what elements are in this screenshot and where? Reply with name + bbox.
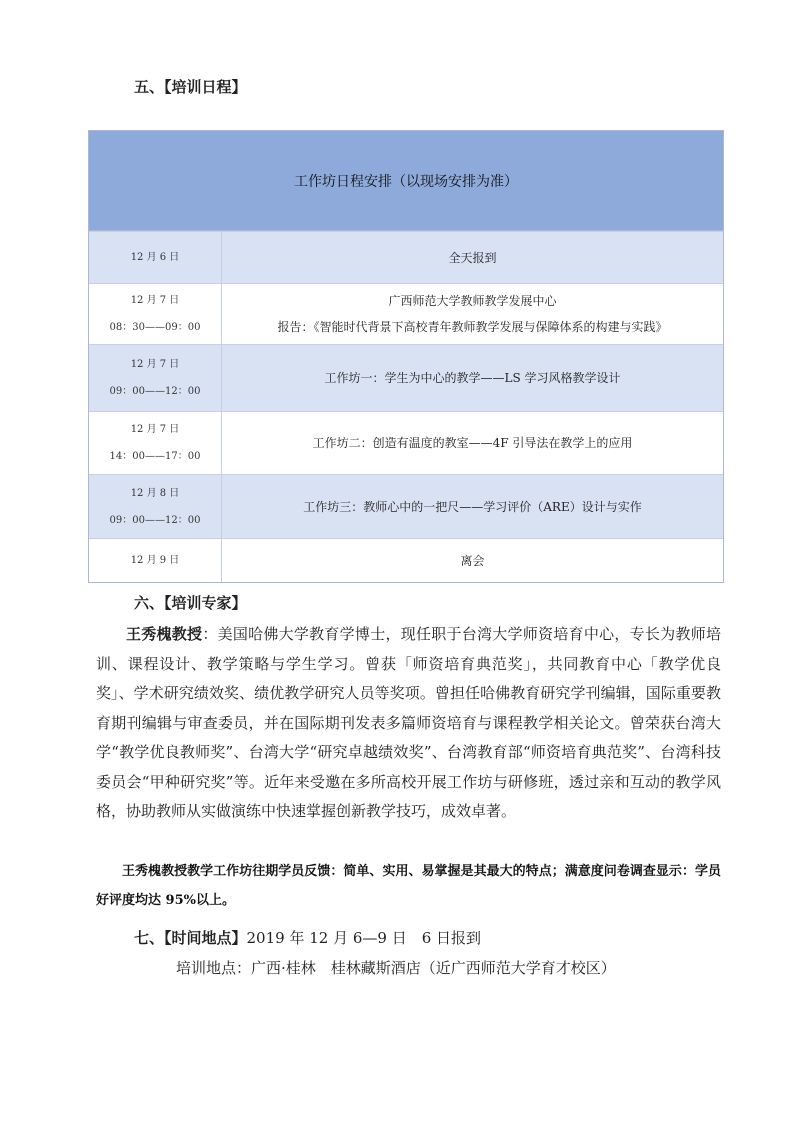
date-cell	[89, 284, 222, 344]
event-cell	[222, 284, 723, 344]
event-text: 工作坊一：学生为中心的教学——LS 学习风格教学设计	[324, 371, 621, 385]
date-text: 12 月 7 日	[130, 359, 180, 370]
training-venue: 培训地点：广西·桂林 桂林藏斯酒店（近广西师范大学育才校区）	[176, 959, 616, 977]
event-text: 工作坊三：教师心中的一把尺——学习评价（ARE）设计与实作	[303, 499, 642, 514]
time-text: 14：00——17：00	[109, 451, 201, 462]
time-text: 09：00——12：00	[109, 514, 201, 526]
date-cell	[89, 475, 222, 538]
expert-bio-paragraph	[96, 620, 721, 827]
date-text: 12 月 6 日	[130, 252, 180, 263]
event-text: 工作坊二：创造有温度的教室——4F 引导法在教学上的应用	[312, 436, 633, 450]
table-row	[89, 283, 723, 344]
schedule-title: 工作坊日程安排（以现场安排为准）	[89, 131, 723, 231]
section-heading-time-place	[134, 927, 481, 948]
date-cell	[89, 345, 222, 411]
table-row	[89, 474, 723, 538]
event-text: 广西师范大学教师教学发展中心	[388, 294, 557, 308]
expert-name: 王秀槐教授	[126, 625, 203, 643]
event-cell	[222, 232, 723, 283]
date-text: 12 月 7 日	[130, 295, 180, 306]
table-row	[89, 411, 723, 474]
event-cell	[222, 475, 723, 538]
event-text: 离会	[460, 553, 485, 568]
event-cell	[222, 412, 723, 474]
date-cell	[89, 539, 222, 582]
date-cell	[89, 232, 222, 283]
section-heading-schedule: 五、【培训日程】	[134, 78, 247, 96]
table-row	[89, 344, 723, 411]
time-text: 08：30——09：00	[109, 322, 201, 333]
section-heading-text: 七、【时间地点】	[134, 929, 247, 947]
event-text: 全天报到	[448, 250, 497, 265]
date-text: 12 月 9 日	[130, 555, 180, 566]
date-cell	[89, 412, 222, 474]
date-text: 12 月 8 日	[130, 487, 180, 499]
table-row	[89, 231, 723, 283]
schedule-table	[88, 130, 724, 583]
training-time: 2019 年 12 月 6—9 日 6 日报到	[246, 929, 482, 947]
feedback-paragraph: 王秀槐教授教学工作坊往期学员反馈：简单、实用、易掌握是其最大的特点；满意度问卷调查显示：学员好评度均达 95%以上。	[96, 864, 721, 908]
event-detail-text: 报告：《智能时代背景下高校青年教师教学发展与保障体系的构建与实践》	[277, 320, 668, 334]
expert-bio-text: ：美国哈佛大学教育学博士，现任职于台湾大学师资培育中心，专长为教师培训、课程设计、教学策略与学生学习。曾获「师资培育典范奖」，共同教育中心「教学优良奖」、学术研究绩效奖、绩优教学研究人员等奖项。曾担任哈佛教育研究学刊编辑，国际重要教育期刊编辑与审查委员，并在国际期刊发表多篇师资培育与课程教学相关论文。曾荣获台湾大学“教学优良教师奖”、台湾大学“研究卓越绩效奖”、台湾教育部“师资培育典范奖”、台湾科技委员会“甲种研究奖”等。近年来受邀在多所高校开展工作坊与研修班，透过亲和互动的教学风格，协助教师从实做演练中快速掌握创新教学技巧，成效卓著。	[96, 625, 721, 820]
time-text: 09：00——12：00	[109, 386, 201, 397]
section-heading-expert: 六、【培训专家】	[134, 594, 247, 612]
table-row	[89, 538, 723, 582]
event-cell	[222, 345, 723, 411]
event-cell	[222, 539, 723, 582]
date-text: 12 月 7 日	[130, 424, 180, 435]
